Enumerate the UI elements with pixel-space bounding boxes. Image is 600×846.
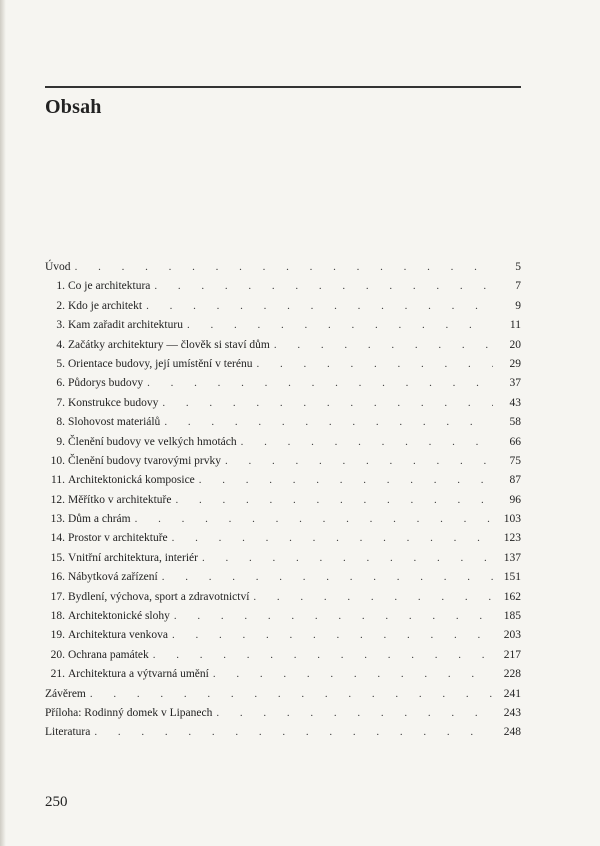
toc-entry-page: 9 <box>515 299 521 312</box>
toc-entry <box>45 316 521 335</box>
toc-entry <box>45 665 521 684</box>
toc-entry-page: 5 <box>515 261 521 273</box>
toc-entry-number: 16. <box>50 571 65 584</box>
toc-entry-label: Dům a chrám <box>68 513 131 526</box>
toc-entry-page: 185 <box>503 610 521 623</box>
top-rule <box>45 86 521 88</box>
dot-leader <box>241 433 493 452</box>
toc-entry-page: 75 <box>509 454 521 467</box>
toc-entry <box>45 452 521 471</box>
toc-entry-page: 217 <box>503 648 521 661</box>
toc-entry-number: 9. <box>56 435 65 448</box>
toc-entry-number: 19. <box>50 629 65 642</box>
toc-entry <box>45 704 521 723</box>
dot-leader <box>274 336 493 355</box>
toc-entry <box>45 510 521 529</box>
toc-entry <box>45 297 521 316</box>
toc-entry-label: Konstrukce budovy <box>68 396 159 409</box>
toc-entry-label: Začátky architektury — člověk si staví dům <box>68 338 270 351</box>
toc-entry-page: 243 <box>503 706 521 719</box>
toc-entry-page: 151 <box>503 571 521 584</box>
dot-leader <box>175 491 493 510</box>
dot-leader <box>187 316 493 335</box>
toc-entry <box>45 471 521 490</box>
toc-entry-label: Úvod <box>45 261 71 273</box>
toc-entry <box>45 607 521 626</box>
toc-entry-label: Měřítko v architektuře <box>68 493 172 506</box>
dot-leader <box>216 704 493 723</box>
toc-entry-page: 58 <box>509 416 521 429</box>
dot-leader <box>253 588 493 607</box>
dot-leader <box>213 665 493 684</box>
toc-entry <box>45 588 521 607</box>
toc-entry-number: 13. <box>50 513 65 526</box>
toc-entry-page: 11 <box>509 319 521 332</box>
toc-entry-label: Členění budovy ve velkých hmotách <box>68 435 237 448</box>
dot-leader <box>154 277 493 296</box>
toc-entry-page: 20 <box>509 338 521 351</box>
toc-entry-page: 87 <box>509 474 521 487</box>
toc-entry-page: 137 <box>503 551 521 564</box>
toc-entry-label: Architektonické slohy <box>68 610 170 623</box>
toc-entry-label: Příloha: Rodinný domek v Lipanech <box>45 706 213 719</box>
toc-entry <box>45 336 521 355</box>
toc-entry-label: Architektonická komposice <box>68 474 195 487</box>
toc-entry-page: 123 <box>503 532 521 545</box>
toc-entry-label: Prostor v architektuře <box>68 532 168 545</box>
dot-leader <box>94 723 493 742</box>
toc-entry-label: Orientace budovy, její umístění v terénu <box>68 357 253 370</box>
toc-entry-page: 248 <box>503 726 521 739</box>
toc-entry-number: 21. <box>50 668 65 681</box>
dot-leader <box>174 607 493 626</box>
dot-leader <box>146 297 493 316</box>
toc-entry <box>45 491 521 510</box>
toc-entry-page: 29 <box>509 357 521 370</box>
page-title: Obsah <box>45 96 102 118</box>
toc-entry-number: 17. <box>50 590 65 603</box>
toc-entry-label: Členění budovy tvarovými prvky <box>68 454 221 467</box>
dot-leader <box>162 568 493 587</box>
dot-leader <box>172 529 493 548</box>
toc-entry-label: Slohovost materiálů <box>68 416 161 429</box>
toc-entry <box>45 568 521 587</box>
toc-entry <box>45 549 521 568</box>
toc-entry-number: 11. <box>51 474 65 487</box>
dot-leader <box>164 413 493 432</box>
toc-entry <box>45 685 521 704</box>
dot-leader <box>202 549 493 568</box>
toc-entry-number: 8. <box>56 416 65 429</box>
dot-leader <box>172 626 493 645</box>
dot-leader <box>225 452 493 471</box>
toc-entry-number: 1. <box>56 280 65 293</box>
toc-entry-label: Ochrana památek <box>68 648 149 661</box>
dot-leader <box>162 394 493 413</box>
toc-entry-number: 15. <box>50 551 65 564</box>
toc-entry-page: 43 <box>509 396 521 409</box>
toc-entry-label: Vnitřní architektura, interiér <box>68 551 198 564</box>
toc-entry-number: 14. <box>50 532 65 545</box>
dot-leader <box>199 471 493 490</box>
toc-entry <box>45 394 521 413</box>
toc-entry <box>45 277 521 296</box>
toc-entry-label: Architektura a výtvarná umění <box>68 668 209 681</box>
toc-entry-number: 6. <box>56 377 65 390</box>
toc-entry-label: Architektura venkova <box>68 629 168 642</box>
toc-entry-number: 12. <box>50 493 65 506</box>
toc-entry <box>45 529 521 548</box>
toc-entry-number: 18. <box>50 610 65 623</box>
toc-entry-page: 203 <box>503 629 521 642</box>
toc-entry-page: 103 <box>503 513 521 526</box>
toc-entry-page: 37 <box>509 377 521 390</box>
toc-entry-page: 228 <box>503 668 521 681</box>
dot-leader <box>90 685 493 704</box>
toc-entry-label: Co je architektura <box>68 280 151 293</box>
toc-entry-number: 7. <box>56 396 65 409</box>
toc-entry <box>45 258 521 277</box>
toc-entry-page: 7 <box>515 280 521 293</box>
toc-entry <box>45 374 521 393</box>
toc-entry-label: Nábytková zařízení <box>68 571 158 584</box>
toc-entry-label: Závěrem <box>45 687 86 700</box>
toc-entry <box>45 355 521 374</box>
toc-entry-number: 5. <box>56 357 65 370</box>
toc-entry-number: 4. <box>56 338 65 351</box>
toc-entry <box>45 723 521 742</box>
dot-leader <box>147 374 493 393</box>
toc-entry-label: Bydlení, výchova, sport a zdravotnictví <box>68 590 250 603</box>
toc-entry-label: Kam zařadit architekturu <box>68 319 183 332</box>
toc-entry-page: 96 <box>509 493 521 506</box>
dot-leader <box>256 355 493 374</box>
toc-entry-page: 162 <box>503 590 521 603</box>
page-number: 250 <box>45 794 68 810</box>
toc-entry <box>45 646 521 665</box>
toc-entry <box>45 433 521 452</box>
toc-entry-label: Půdorys budovy <box>68 377 144 390</box>
toc-entry <box>45 626 521 645</box>
toc-entry-page: 66 <box>509 435 521 448</box>
toc-entry-number: 10. <box>50 454 65 467</box>
dot-leader <box>153 646 493 665</box>
dot-leader <box>75 258 493 277</box>
dot-leader <box>135 510 493 529</box>
toc-entry <box>45 413 521 432</box>
toc-entry-label: Kdo je architekt <box>68 299 143 312</box>
table-of-contents <box>45 258 521 743</box>
toc-entry-number: 2. <box>56 299 65 312</box>
toc-entry-label: Literatura <box>45 726 91 739</box>
toc-entry-number: 3. <box>56 319 65 332</box>
toc-entry-page: 241 <box>503 687 521 700</box>
toc-entry-number: 20. <box>50 648 65 661</box>
